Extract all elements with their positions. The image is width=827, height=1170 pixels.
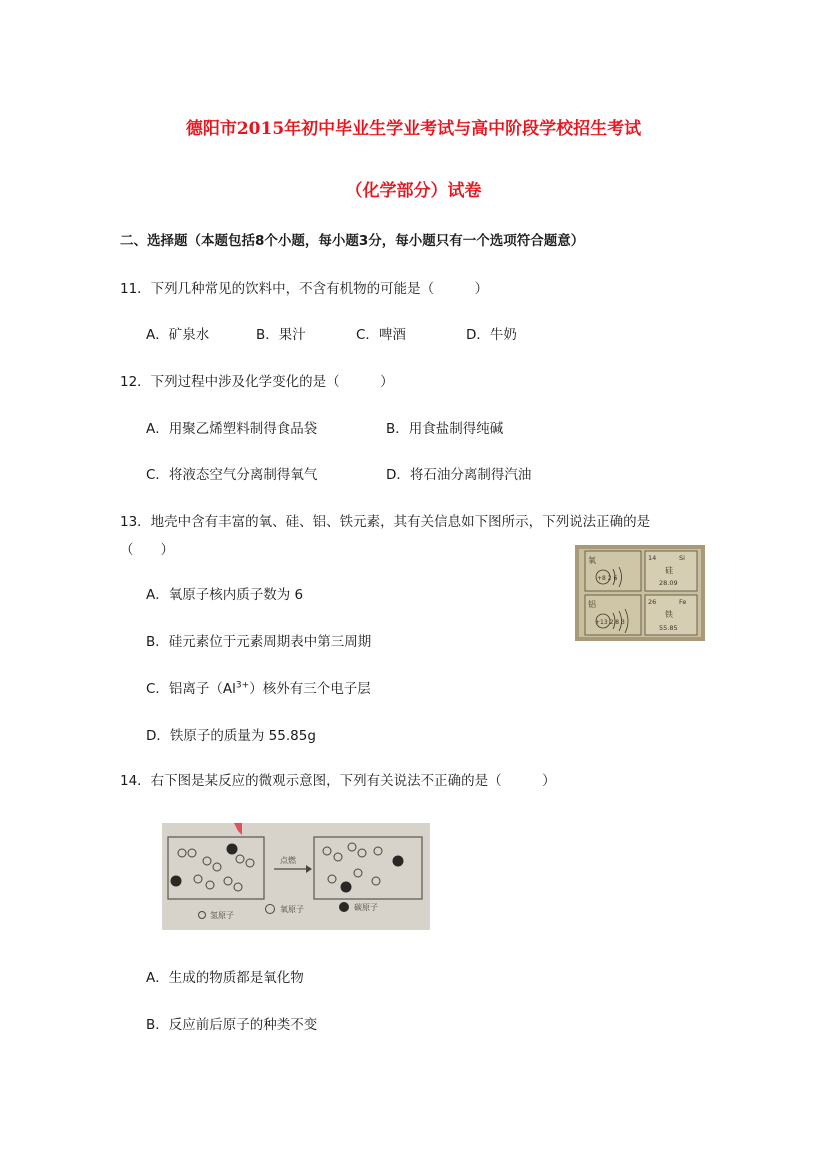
svg-text:氧: 氧 [588,556,596,565]
exam-title: 德阳市2015年初中毕业生学业考试与高中阶段学校招生考试 [185,119,642,139]
svg-text:Fe: Fe [679,598,687,606]
q11-option-a: A．矿泉水 [146,327,210,343]
svg-text:点燃: 点燃 [280,856,296,865]
q13-option-a: A．氧原子核内质子数为 6 [146,587,304,603]
q13-option-b: B．硅元素位于元素周期表中第三周期 [146,634,372,650]
q13-answer-paren: （ ） [120,542,174,558]
svg-text:硅: 硅 [665,566,673,575]
svg-text:26: 26 [648,598,657,606]
svg-text:铁: 铁 [665,610,673,619]
iron-element-cell [645,595,697,635]
svg-text:55.85: 55.85 [659,624,678,632]
svg-text:氢原子: 氢原子 [210,911,234,920]
q12-option-b: B．用食盐制得纯碱 [386,421,504,437]
svg-text:+13 2 8 3: +13 2 8 3 [595,619,625,626]
q12-option-d: D．将石油分离制得汽油 [386,467,532,483]
q12-stem: 12．下列过程中涉及化学变化的是（ ） [120,374,394,390]
oxygen-structure-cell [585,551,641,591]
svg-text:碳原子: 碳原子 [354,903,378,912]
element-info-figure [575,545,705,641]
svg-text:14: 14 [648,554,657,562]
q11-stem: 11．下列几种常见的饮料中，不含有机物的可能是（ ） [120,281,489,297]
q11-option-c: C．啤酒 [356,327,406,343]
reaction-micro-figure [162,823,430,930]
svg-text:Si: Si [679,554,685,562]
silicon-element-cell [645,551,697,591]
q11-option-b: B．果汁 [256,327,306,343]
q11-option-d: D．牛奶 [466,327,517,343]
section-heading: 二、选择题（本题包括8个小题，每小题3分，每小题只有一个选项符合题意） [120,233,585,249]
svg-text:+8 2 6: +8 2 6 [597,575,618,582]
q13-stem: 13．地壳中含有丰富的氧、硅、铝、铁元素，其有关信息如下图所示，下列说法正确的是 [120,514,651,530]
svg-text:铝: 铝 [588,600,596,609]
q13-option-d: D．铁原子的质量为 55.85g [146,728,316,744]
svg-text:氧原子: 氧原子 [280,905,304,914]
q14-option-a: A．生成的物质都是氧化物 [146,970,304,986]
svg-text:28.09: 28.09 [659,579,678,587]
q14-option-b: B．反应前后原子的种类不变 [146,1017,318,1033]
q12-option-a: A．用聚乙烯塑料制得食品袋 [146,421,318,437]
aluminum-structure-cell [585,595,641,635]
q13-option-c: C．铝离子$(Al^{3+})$核外有三个电子层 [146,680,371,697]
q14-stem: 14．右下图是某反应的微观示意图，下列有关说法不正确的是（ ） [120,773,556,789]
exam-subtitle: （化学部分）试卷 [345,181,482,201]
q12-option-c: C．将液态空气分离制得氧气 [146,467,318,483]
